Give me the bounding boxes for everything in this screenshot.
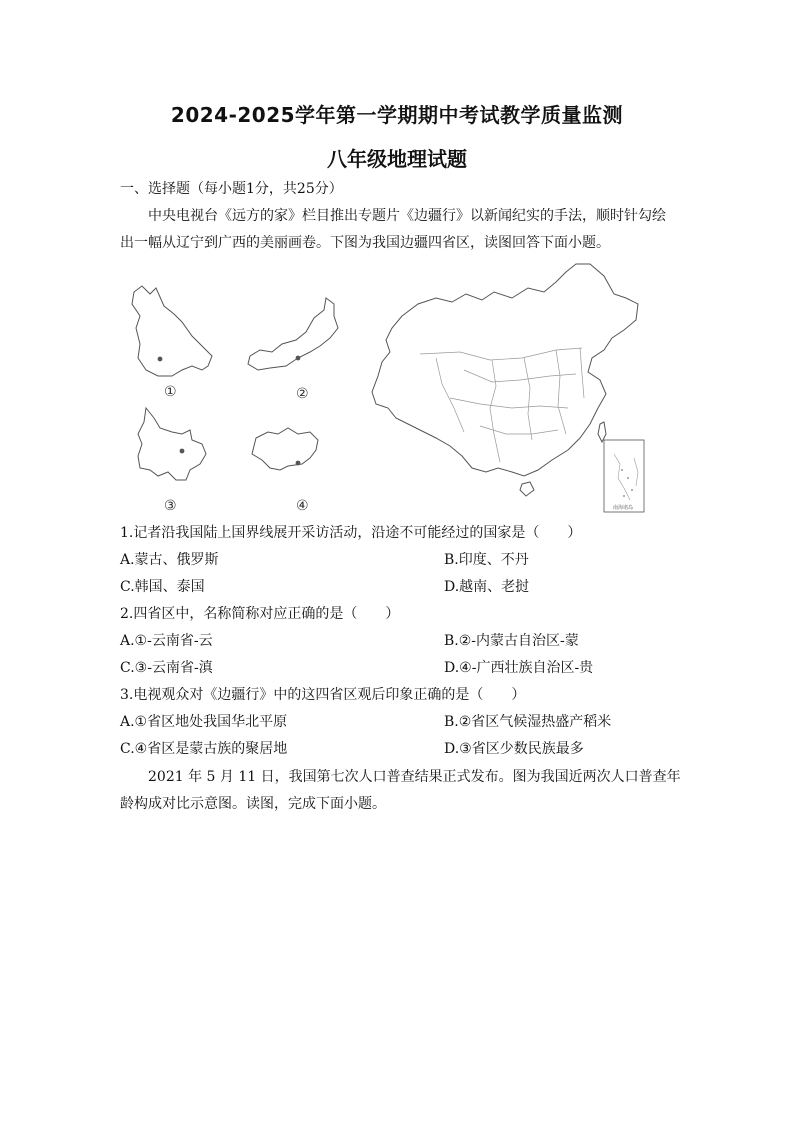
question-2-option-b: B.②-内蒙古自治区-蒙 <box>444 633 579 649</box>
china-internal-border <box>556 350 566 434</box>
capital-dot-4 <box>296 461 301 466</box>
china-internal-border <box>480 426 558 434</box>
province-4-outline <box>252 428 318 470</box>
map-svg <box>120 258 645 514</box>
question-3-option-c: C.④省区是蒙古族的聚居地 <box>120 741 288 757</box>
question-2-option-d: D.④-广西壮族自治区-贵 <box>444 660 594 676</box>
census-intro-line-2: 龄构成对比示意图。读图，完成下面小题。 <box>120 796 386 812</box>
question-3-option-b: B.②省区气候湿热盛产稻米 <box>444 714 612 730</box>
province-label-1: ① <box>164 384 177 400</box>
question-2-stem: 2.四省区中，名称简称对应正确的是（ ） <box>120 606 400 622</box>
province-1-outline <box>132 286 212 376</box>
census-intro-line-1: 2021 年 5 月 11 日，我国第七次人口普查结果正式发布。图为我国近两次人口普查年 <box>148 769 681 785</box>
province-3-outline <box>138 408 206 480</box>
inset-label: 南海诸岛 <box>613 505 634 511</box>
exam-subtitle: 八年级地理试题 <box>327 147 467 171</box>
provinces-map-figure <box>120 258 645 514</box>
taiwan-island <box>598 422 606 442</box>
china-internal-border <box>524 358 532 440</box>
capital-dot-1 <box>158 357 163 362</box>
china-internal-border <box>420 348 582 360</box>
question-1-stem: 1.记者沿我国陆上国界线展开采访活动，沿途不可能经过的国家是（ ） <box>120 525 582 541</box>
question-2-option-a: A.①-云南省-云 <box>120 633 213 649</box>
question-3-option-d: D.③省区少数民族最多 <box>444 741 584 757</box>
question-2-option-c: C.③-云南省-滇 <box>120 660 213 676</box>
china-internal-border <box>490 360 500 462</box>
province-label-3: ③ <box>164 498 177 514</box>
hainan-island <box>520 482 534 496</box>
province-label-4: ④ <box>296 498 309 514</box>
province-label-2: ② <box>296 386 309 402</box>
south-china-sea-inset <box>604 440 644 512</box>
question-1-option-d: D.越南、老挝 <box>444 579 530 595</box>
china-internal-border <box>450 398 568 408</box>
capital-dot-2 <box>296 356 301 361</box>
question-1-option-c: C.韩国、泰国 <box>120 579 205 595</box>
china-internal-border <box>580 348 584 398</box>
intro-paragraph-line-1: 中央电视台《远方的家》栏目推出专题片《边疆行》以新闻纪实的手法，顺时针勾绘 <box>148 208 666 224</box>
province-2-outline <box>248 298 338 370</box>
question-1-option-a: A.蒙古、俄罗斯 <box>120 552 219 568</box>
question-3-option-a: A.①省区地处我国华北平原 <box>120 714 288 730</box>
china-map-outline <box>372 264 638 476</box>
capital-dot-3 <box>180 449 185 454</box>
china-internal-border <box>436 358 464 432</box>
question-1-option-b: B.印度、不丹 <box>444 552 529 568</box>
question-3-stem: 3.电视观众对《边疆行》中的这四省区观后印象正确的是（ ） <box>120 687 526 703</box>
section-heading: 一、选择题（每小题1分，共25分） <box>120 181 343 197</box>
intro-paragraph-line-2: 出一幅从辽宁到广西的美丽画卷。下图为我国边疆四省区，读图回答下面小题。 <box>120 235 610 251</box>
exam-title: 2024-2025学年第一学期期中考试教学质量监测 <box>170 103 624 127</box>
